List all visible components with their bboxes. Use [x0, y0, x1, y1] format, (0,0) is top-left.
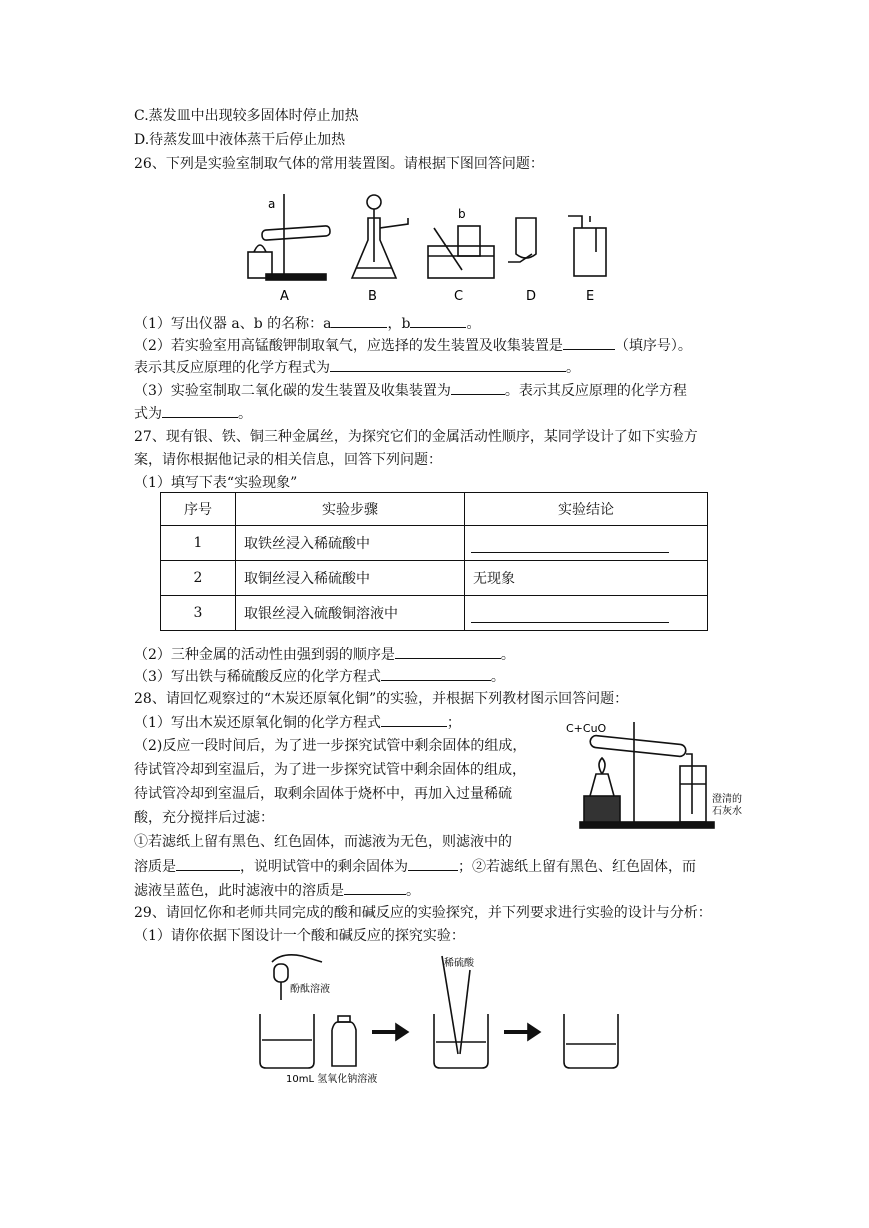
row-number: 1: [161, 526, 236, 561]
label-c-cuo: C+CuO: [566, 722, 607, 735]
q28-part1: [134, 712, 461, 733]
answer-blank[interactable]: [381, 666, 491, 681]
question-29: 29、请回忆你和老师共同完成的酸和碱反应的实验探究，并下列要求进行实验的设计与分析：: [134, 905, 712, 921]
row-result: 无现象: [465, 561, 708, 596]
q26-1-text-a: （1）写出仪器 a、b 的名称：a: [134, 316, 332, 332]
label-dilute-sulfuric-acid: 稀硫酸: [444, 958, 474, 969]
figure-26-apparatus: [244, 188, 620, 306]
q28-part2-line7: [134, 880, 420, 901]
q28-part2-line2: 待试管冷却到室温后，为了进一步探究试管中剩余固体的组成，: [134, 762, 526, 778]
q27-part3: [134, 666, 505, 687]
question-26: 26、下列是实验室制取气体的常用装置图。请根据下图回答问题：: [134, 156, 544, 172]
label-a: a: [268, 197, 276, 211]
label-b: b: [458, 207, 466, 221]
figure-28-apparatus: [562, 718, 748, 832]
q27-3-text-a: （3）写出铁与稀硫酸反应的化学方程式: [134, 669, 381, 685]
q26-3-text-c: 式为: [134, 406, 162, 422]
answer-blank[interactable]: [410, 313, 466, 328]
row-number: 2: [161, 561, 236, 596]
row-result[interactable]: [465, 526, 708, 561]
row-result[interactable]: [465, 596, 708, 631]
q27-3-text-b: 。: [490, 669, 505, 685]
q28-part2-line6: [134, 856, 696, 877]
q26-part2-equation: [134, 357, 580, 378]
q26-part1: [134, 313, 480, 334]
q27-part1: （1）填写下表“实验现象”: [134, 475, 298, 491]
q28-part2-line3: 待试管冷却到室温后，取剩余固体于烧杯中，再加入过量稀硫: [134, 786, 512, 802]
q26-1-text-b: ，b: [387, 316, 411, 332]
q28-2-text-g1: 滤液呈蓝色，此时滤液中的溶质是: [134, 883, 344, 899]
q28-part2-line1: （2)反应一段时间后，为了进一步探究试管中剩余固体的组成，: [134, 738, 527, 754]
table-header: 序号: [161, 493, 236, 526]
q26-part2: [134, 335, 692, 356]
q28-part2-line5: ①若滤纸上留有黑色、红色固体，而滤液为无色，则滤液中的: [134, 834, 512, 850]
q26-1-text-c: 。: [466, 316, 481, 332]
figure-29-apparatus: [248, 950, 628, 1086]
label-D: D: [526, 289, 537, 304]
answer-blank[interactable]: [563, 335, 615, 350]
answer-blank[interactable]: [471, 604, 669, 623]
answer-blank[interactable]: [162, 403, 238, 418]
option-d: D.待蒸发皿中液体蒸干后停止加热: [134, 132, 346, 148]
answer-blank[interactable]: [395, 644, 501, 659]
q29-part1: （1）请你依据下图设计一个酸和碱反应的探究实验：: [134, 928, 465, 944]
answer-blank[interactable]: [471, 534, 669, 553]
answer-blank[interactable]: [176, 856, 240, 871]
q28-2-text-f1: 溶质是: [134, 859, 176, 875]
label-phenolphthalein: 酚酞溶液: [290, 984, 330, 995]
label-limewater-2: 石灰水: [712, 806, 742, 817]
answer-blank[interactable]: [330, 357, 566, 372]
q26-2-text-c: 表示其反应原理的化学方程式为: [134, 360, 330, 376]
q26-3-text-d: 。: [238, 406, 252, 422]
table-header-row: [161, 493, 708, 526]
label-limewater-1: 澄清的: [712, 794, 742, 805]
table-header: 实验结论: [465, 493, 708, 526]
row-step: 取铁丝浸入稀硫酸中: [236, 526, 465, 561]
label-A: A: [280, 289, 289, 304]
answer-blank[interactable]: [408, 856, 458, 871]
q26-2-text-b: （填序号）。: [614, 338, 692, 354]
table-row: [161, 526, 708, 561]
q26-3-text-b: 。表示其反应原理的化学方程: [504, 383, 687, 399]
q28-2-text-f2: ，说明试管中的剩余固体为: [240, 859, 408, 875]
answer-blank[interactable]: [451, 380, 505, 395]
q27-part2: [134, 644, 515, 665]
q26-3-text-a: （3）实验室制取二氧化碳的发生装置及收集装置为: [134, 383, 451, 399]
q26-2-text-a: （2）若实验室用高锰酸钾制取氧气，应选择的发生装置及收集装置是: [134, 338, 563, 354]
table-row: [161, 561, 708, 596]
question-27: 27、现有银、铁、铜三种金属丝，为探究它们的金属活动性顺序，某同学设计了如下实验方: [134, 429, 698, 445]
question-27-cont: 案，请你根据他记录的相关信息，回答下列问题：: [134, 452, 442, 468]
row-step: 取银丝浸入硫酸铜溶液中: [236, 596, 465, 631]
question-28: 28、请回忆观察过的“木炭还原氧化铜”的实验，并根据下列教材图示回答问题：: [134, 691, 629, 707]
label-C: C: [454, 289, 464, 304]
label-naoh-solution: 10mL 氢氧化钠溶液: [286, 1074, 378, 1085]
q28-part2-line4: 酸，充分搅拌后过滤：: [134, 810, 274, 826]
option-c: C.蒸发皿中出现较多固体时停止加热: [134, 108, 359, 124]
label-E: E: [586, 289, 595, 304]
row-number: 3: [161, 596, 236, 631]
q28-2-text-f3: ；②若滤纸上留有黑色、红色固体，而: [458, 859, 696, 875]
q27-2-text-a: （2）三种金属的活动性由强到弱的顺序是: [134, 647, 395, 663]
q28-1-text-a: （1）写出木炭还原氧化铜的化学方程式: [134, 715, 381, 731]
answer-blank[interactable]: [344, 880, 406, 895]
q26-part3: [134, 380, 687, 401]
q26-part3-cont: [134, 403, 252, 424]
answer-blank[interactable]: [381, 712, 447, 727]
table-header: 实验步骤: [236, 493, 465, 526]
row-step: 取铜丝浸入稀硫酸中: [236, 561, 465, 596]
table-row: [161, 596, 708, 631]
answer-blank[interactable]: [331, 313, 387, 328]
q28-2-text-g2: 。: [406, 883, 420, 899]
q27-2-text-b: 。: [500, 647, 515, 663]
q28-1-text-b: ；: [446, 715, 461, 731]
label-B: B: [368, 289, 377, 304]
q26-2-text-d: 。: [566, 360, 580, 376]
experiment-table: [160, 492, 708, 631]
